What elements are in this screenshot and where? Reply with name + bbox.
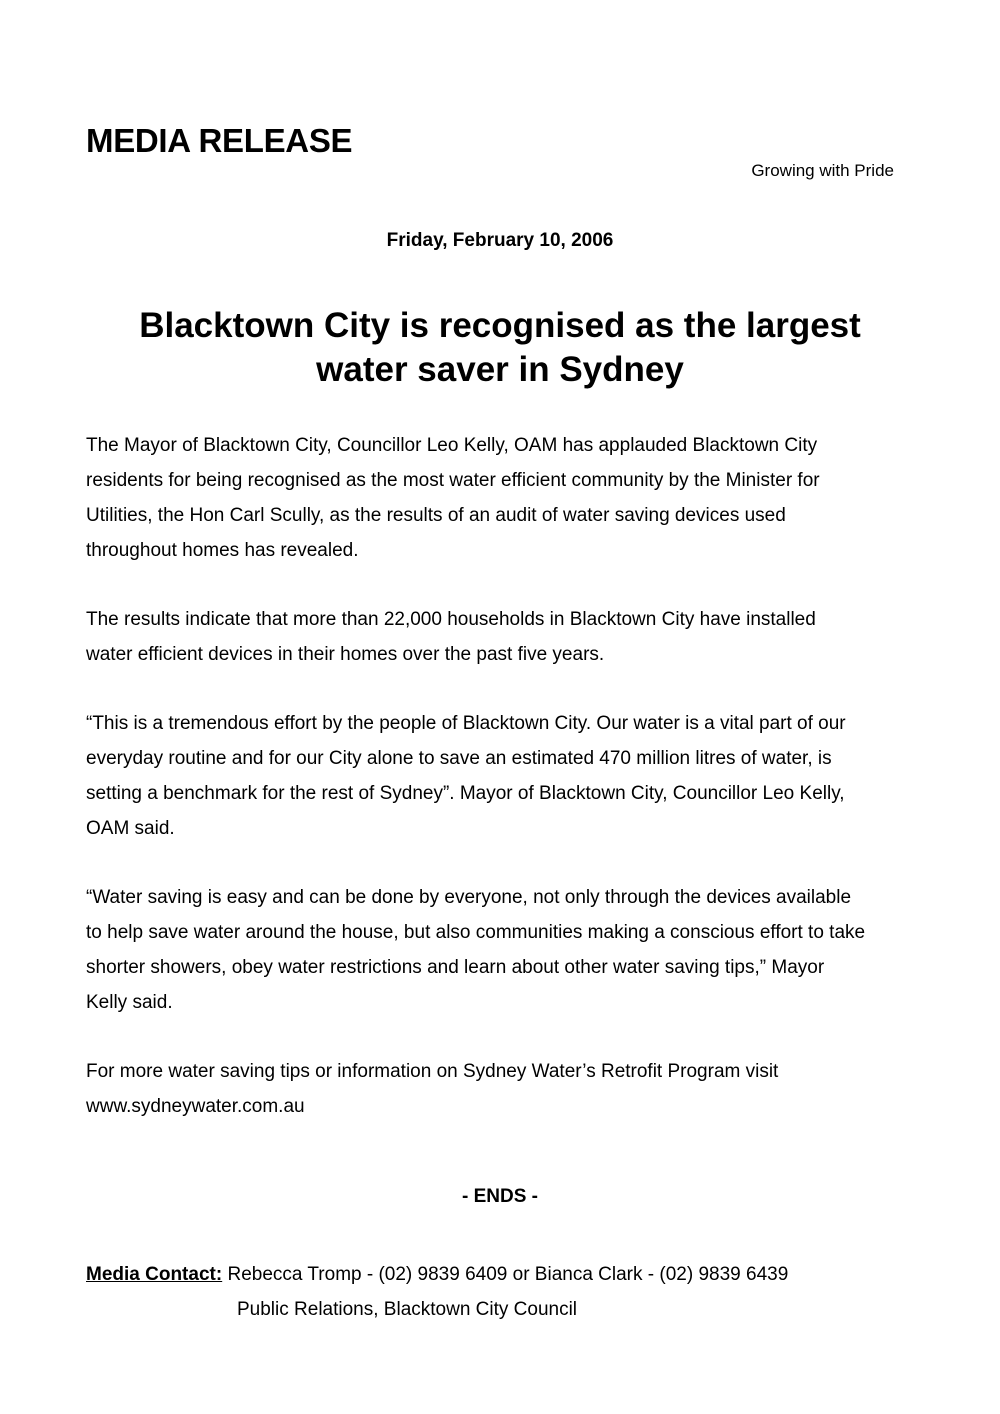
paragraph-line: The results indicate that more than 22,000 households in Blacktown City have installed <box>86 609 816 630</box>
paragraph-4 <box>86 880 946 1020</box>
paragraph-2 <box>86 602 946 672</box>
ends-marker: - ENDS - <box>462 1186 538 1207</box>
paragraph-line: to help save water around the house, but also communities making a conscious effort to take <box>86 922 866 943</box>
tagline: Growing with Pride <box>751 161 894 180</box>
headline-line: water saver in Sydney <box>316 350 684 389</box>
paragraph-line: “This is a tremendous effort by the people of Blacktown City. Our water is a vital part of our <box>86 713 846 734</box>
paragraph-line: OAM said. <box>86 818 175 839</box>
headline <box>0 304 1000 392</box>
paragraph-line: everyday routine and for our City alone to save an estimated 470 million litres of water, is <box>86 748 832 769</box>
media-contact-details: Rebecca Tromp - (02) 9839 6409 or Bianca Clark - (02) 9839 6439 <box>227 1264 789 1285</box>
paragraph-line: The Mayor of Blacktown City, Councillor Leo Kelly, OAM has applauded Blacktown City <box>86 435 818 456</box>
website-link: www.sydneywater.com.au <box>86 1096 305 1117</box>
paragraph-line: shorter showers, obey water restrictions and learn about other water saving tips,” Mayor <box>86 957 825 978</box>
release-date: Friday, February 10, 2006 <box>386 230 614 251</box>
paragraph-line: setting a benchmark for the rest of Sydney”. Mayor of Blacktown City, Councillor Leo Kelly, <box>86 783 845 804</box>
paragraph-1 <box>86 428 946 568</box>
media-contact-label: Media Contact: <box>86 1264 223 1285</box>
paragraph-line: For more water saving tips or information on Sydney Water’s Retrofit Program visit <box>86 1061 779 1082</box>
paragraph-5 <box>86 1054 946 1124</box>
paragraph-3 <box>86 706 946 846</box>
paragraph-line: throughout homes has revealed. <box>86 540 359 561</box>
media-contact <box>86 1257 788 1327</box>
headline-line: Blacktown City is recognised as the largest <box>139 306 861 345</box>
paragraph-line: water efficient devices in their homes over the past five years. <box>86 644 605 665</box>
page-title: MEDIA RELEASE <box>86 122 353 159</box>
paragraph-line: Kelly said. <box>86 992 173 1013</box>
paragraph-line: Utilities, the Hon Carl Scully, as the results of an audit of water saving devices used <box>86 505 786 526</box>
paragraph-line: residents for being recognised as the most water efficient community by the Minister for <box>86 470 820 491</box>
paragraph-line: “Water saving is easy and can be done by everyone, not only through the devices available <box>86 887 852 908</box>
media-contact-organisation: Public Relations, Blacktown City Council <box>237 1299 578 1320</box>
